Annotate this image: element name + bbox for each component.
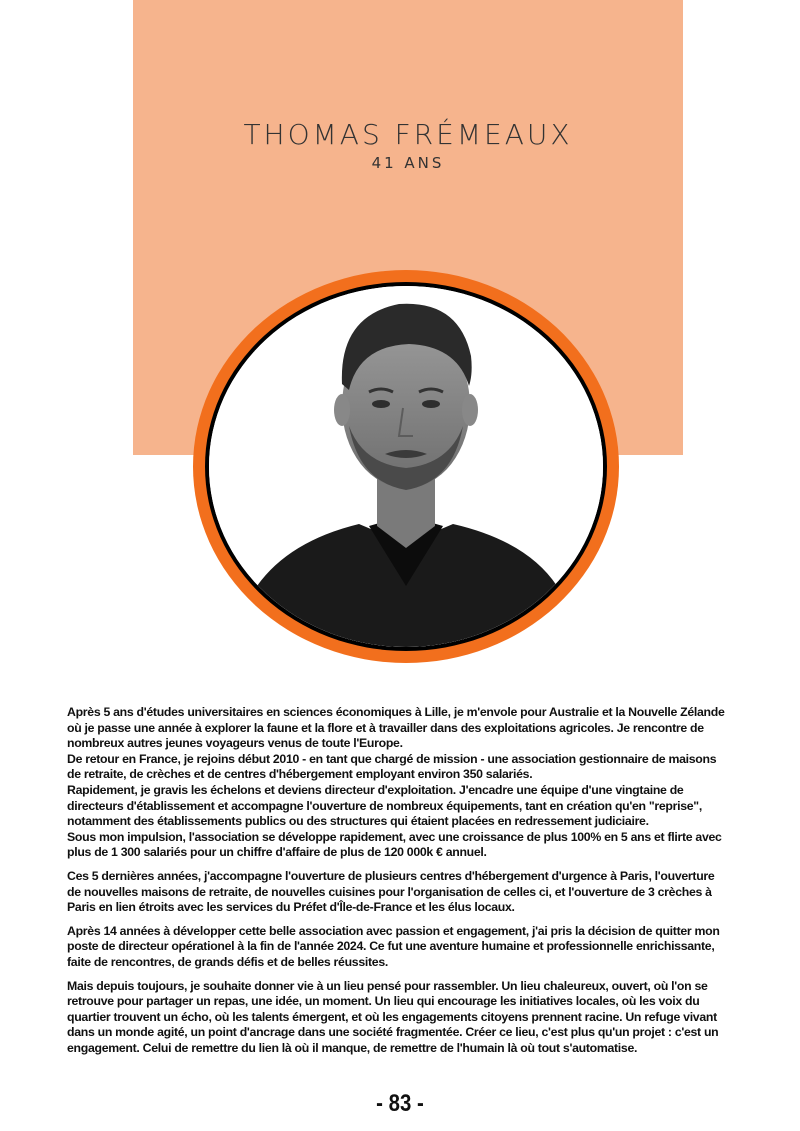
bio-paragraph-3 bbox=[67, 924, 743, 971]
bio-line: directeurs d'établissement et accompagne l'ouverture de nombreux équipements, tant en création qu'en "reprise", bbox=[67, 798, 702, 813]
bio-line: De retour en France, je rejoins début 2010 - en tant que chargé de mission - une association gestionnaire de maisons bbox=[67, 751, 717, 766]
bio-line: dans un monde agité, un point d'ancrage dans une société fragmentée. Créer ce lieu, c'est plus qu'un projet : c'est un bbox=[67, 1025, 719, 1040]
bio-line: de retraite, de crèches et de centres d'hébergement employant environ 350 salariés. bbox=[67, 767, 533, 782]
bio-line: où je passe une année à explorer la faune et la flore et à travailler dans des exploitations agricoles. Je rencontre de bbox=[67, 720, 704, 735]
bio-line: nombreux autres jeunes voyageurs venus de toute l'Europe. bbox=[67, 736, 403, 751]
bio-paragraph-2 bbox=[67, 869, 743, 916]
bio-line: de nouvelles maisons de retraite, de nouvelles cuisines pour l'organisation de celles ci, et l'ouverture de 3 crèches à bbox=[67, 884, 712, 899]
bio-line: Rapidement, je gravis les échelons et deviens directeur d'exploitation. J'encadre une équipe d'une vingtaine de bbox=[67, 782, 684, 797]
biography-text bbox=[67, 705, 743, 1064]
bio-line: Après 14 années à développer cette belle association avec passion et engagement, j'ai pris la décision de quitter mon bbox=[67, 923, 720, 938]
bio-line: retrouve pour partager un repas, une idée, un moment. Un lieu qui encourage les initiatives locales, où les voix du bbox=[67, 994, 700, 1009]
bio-line: Paris en lien étroits avec les services du Préfet d'Île-de-France et les élus locaux. bbox=[67, 900, 515, 915]
bio-line: Ces 5 dernières années, j'accompagne l'ouverture de plusieurs centres d'hébergement d'urgence à Paris, l'ouverture bbox=[67, 868, 715, 883]
bio-line: notamment des établissements publics ou des structures qui étaient placées en redressement judiciaire. bbox=[67, 814, 649, 829]
page-number: - 83 - bbox=[376, 1090, 424, 1117]
bio-paragraph-1 bbox=[67, 705, 743, 861]
bio-line: Mais depuis toujours, je souhaite donner vie à un lieu pensé pour rassembler. Un lieu chaleureux, ouvert, où l'on se bbox=[67, 978, 708, 993]
person-name: THOMAS FRÉMEAUX bbox=[243, 118, 573, 151]
bio-line: faite de rencontres, de grands défis et de belles réussites. bbox=[67, 954, 388, 969]
person-age: 41 ANS bbox=[371, 154, 445, 172]
bio-line: quartier trouvent un écho, où les talents émergent, et où les engagements citoyens prennent racine. Un refuge vivant bbox=[67, 1009, 717, 1024]
bio-line: Sous mon impulsion, l'association se développe rapidement, avec une croissance de plus 100% en 5 ans et flirte avec bbox=[67, 829, 722, 844]
bio-line: Après 5 ans d'études universitaires en sciences économiques à Lille, je m'envole pour Australie et la Nouvelle Zélande bbox=[67, 705, 725, 719]
bio-line: poste de directeur opérationel à la fin de l'année 2024. Ce fut une aventure humaine et professionnelle enrichissante, bbox=[67, 939, 715, 954]
bio-paragraph-4 bbox=[67, 979, 743, 1057]
portrait-photo bbox=[209, 286, 603, 647]
bio-line: engagement. Celui de remettre du lien là où il manque, de remettre de l'humain là où tout s'automatise. bbox=[67, 1040, 638, 1055]
bio-line: plus de 1 300 salariés pour un chiffre d'affaire de plus de 120 000k € annuel. bbox=[67, 845, 487, 860]
